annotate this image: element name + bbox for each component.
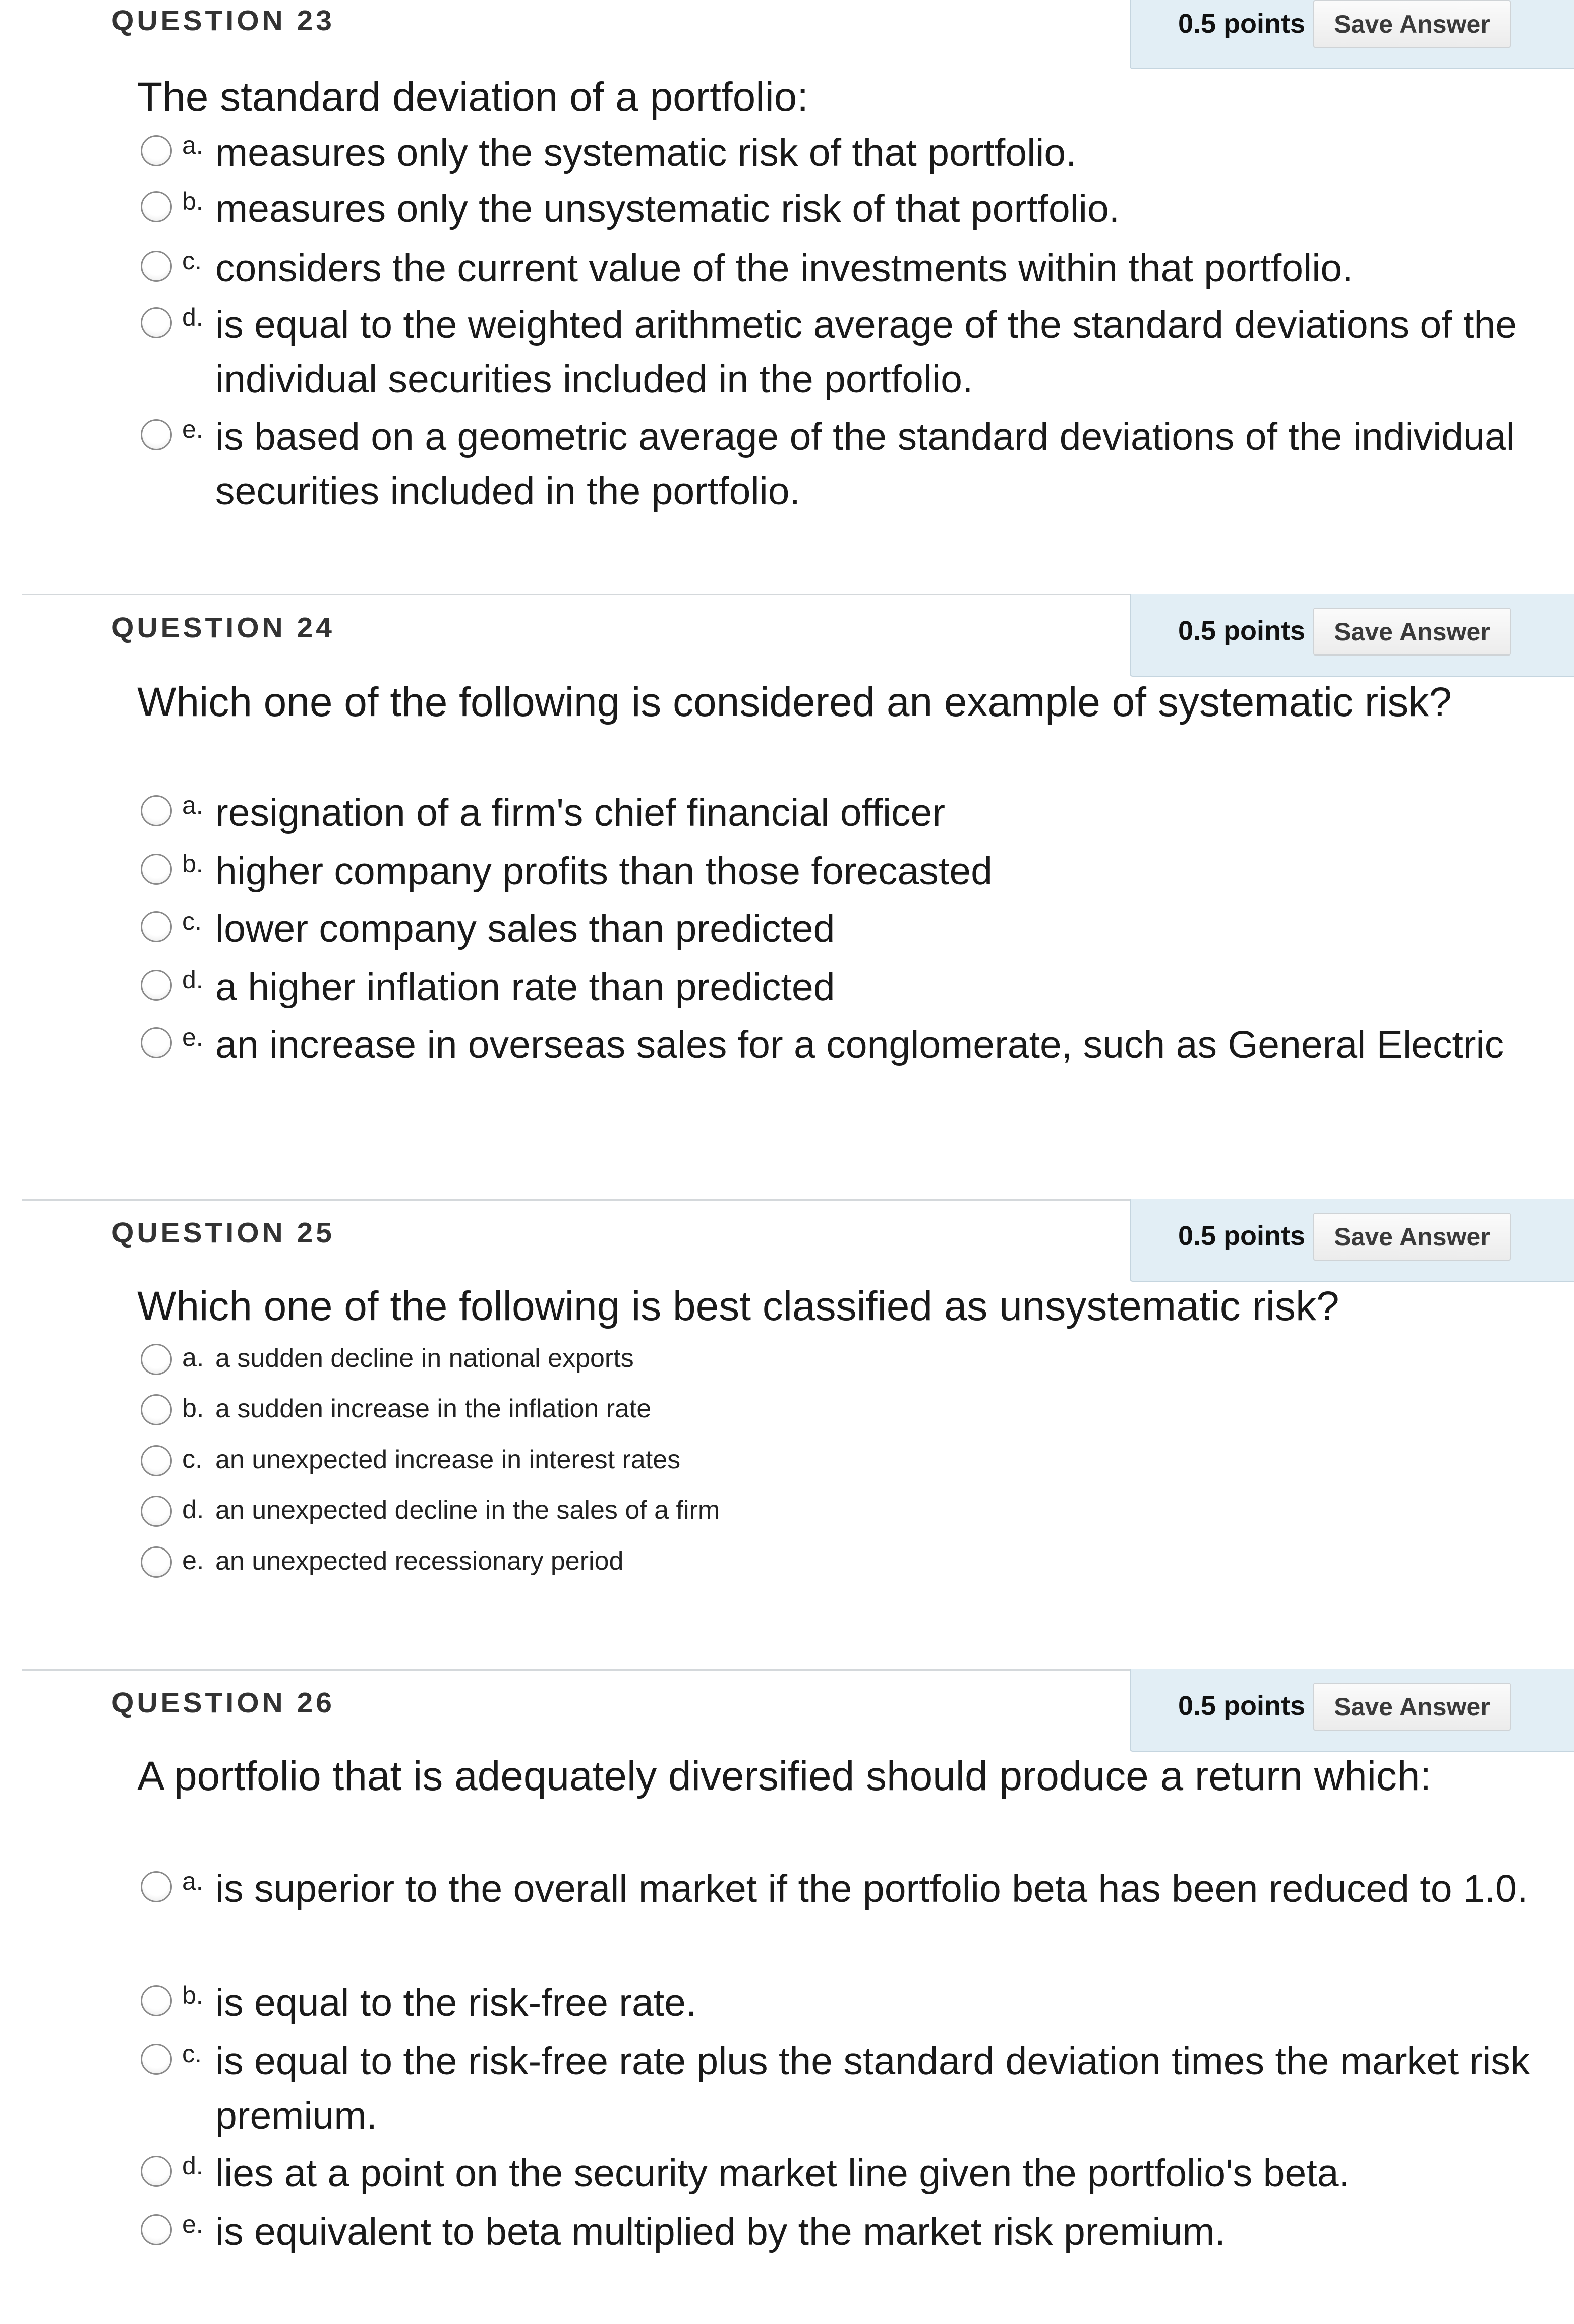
save-answer-button[interactable]: Save Answer: [1313, 1213, 1511, 1261]
option-letter: e.: [182, 1546, 204, 1575]
option-text: is equal to the risk-free rate.: [215, 1981, 697, 2024]
points-label: 0.5 points: [1178, 1691, 1306, 1721]
points-panel: [1130, 594, 1574, 677]
radio-button[interactable]: [141, 854, 172, 885]
option-letter: b.: [182, 1981, 203, 2009]
radio-button[interactable]: [141, 2156, 172, 2187]
save-answer-button[interactable]: Save Answer: [1313, 0, 1511, 48]
radio-button[interactable]: [141, 251, 172, 282]
option-text: an unexpected increase in interest rates: [215, 1445, 681, 1474]
radio-button[interactable]: [141, 307, 172, 338]
option-text: considers the current value of the investments within that portfolio.: [215, 247, 1353, 290]
option-letter: d.: [182, 2152, 203, 2180]
option-letter: e.: [182, 2210, 203, 2238]
points-panel: [1130, 1199, 1574, 1282]
radio-button[interactable]: [141, 795, 172, 826]
question-header: [22, 1212, 1574, 1288]
option-text: higher company profits than those forecasted: [215, 850, 993, 893]
question-text: A portfolio that is adequately diversified should produce a return which:: [137, 1753, 1432, 1799]
question-text: The standard deviation of a portfolio:: [137, 74, 809, 120]
option-letter: e.: [182, 415, 203, 443]
option-text: measures only the systematic risk of that portfolio.: [215, 131, 1077, 174]
option-letter: d.: [182, 303, 203, 331]
option-text: lower company sales than predicted: [215, 907, 835, 950]
option-letter: c.: [182, 907, 202, 935]
radio-button[interactable]: [141, 911, 172, 942]
option-text: lies at a point on the security market line given the portfolio's beta.: [215, 2152, 1350, 2195]
option-text: a sudden increase in the inflation rate: [215, 1394, 652, 1423]
option-letter: b.: [182, 187, 203, 215]
option-letter: b.: [182, 1394, 204, 1423]
radio-button[interactable]: [141, 1445, 172, 1476]
points-label: 0.5 points: [1178, 616, 1306, 646]
points-panel: [1130, 0, 1574, 69]
question-header: [22, 607, 1574, 683]
radio-button[interactable]: [141, 419, 172, 450]
option-text: measures only the unsystematic risk of that portfolio.: [215, 187, 1120, 230]
radio-button[interactable]: [141, 1344, 172, 1375]
option-text: an unexpected decline in the sales of a firm: [215, 1496, 720, 1525]
option-text: a sudden decline in national exports: [215, 1344, 634, 1373]
radio-button[interactable]: [141, 2044, 172, 2075]
option-letter: c.: [182, 247, 202, 275]
option-letter: a.: [182, 131, 203, 159]
option-letter: d.: [182, 966, 203, 994]
question-header: [22, 1682, 1574, 1758]
radio-button[interactable]: [141, 191, 172, 222]
option-text: is equal to the risk-free rate plus the standard deviation times the market risk premium.: [215, 2040, 1530, 2137]
save-answer-button[interactable]: Save Answer: [1313, 1683, 1511, 1731]
option-letter: a.: [182, 791, 203, 819]
option-text: a higher inflation rate than predicted: [215, 966, 835, 1009]
radio-button[interactable]: [141, 1985, 172, 2016]
option-letter: e.: [182, 1023, 203, 1051]
option-text: an unexpected recessionary period: [215, 1546, 624, 1576]
question-number: QUESTION 25: [111, 1217, 335, 1249]
option-text: is based on a geometric average of the standard deviations of the individual securities included in the portfolio.: [215, 415, 1515, 513]
question-header: [22, 0, 1574, 76]
option-letter: b.: [182, 850, 203, 878]
points-label: 0.5 points: [1178, 1221, 1306, 1251]
radio-button[interactable]: [141, 1027, 172, 1058]
option-text: is superior to the overall market if the portfolio beta has been reduced to 1.0.: [215, 1867, 1528, 1911]
option-letter: c.: [182, 1445, 203, 1474]
option-letter: a.: [182, 1867, 203, 1895]
option-text: is equivalent to beta multiplied by the market risk premium.: [215, 2210, 1226, 2253]
option-text: an increase in overseas sales for a conglomerate, such as General Electric: [215, 1023, 1504, 1066]
save-answer-button[interactable]: Save Answer: [1313, 608, 1511, 656]
radio-button[interactable]: [141, 1496, 172, 1527]
option-text: is equal to the weighted arithmetic average of the standard deviations of the individual securities included in the portfolio.: [215, 303, 1518, 401]
radio-button[interactable]: [141, 135, 172, 166]
option-letter: a.: [182, 1343, 204, 1373]
option-letter: c.: [182, 2040, 202, 2068]
question-text: Which one of the following is best classified as unsystematic risk?: [137, 1283, 1339, 1329]
points-panel: [1130, 1669, 1574, 1752]
question-number: QUESTION 23: [111, 5, 335, 37]
option-text: resignation of a firm's chief financial officer: [215, 791, 946, 835]
points-label: 0.5 points: [1178, 9, 1306, 39]
radio-button[interactable]: [141, 1394, 172, 1425]
question-number: QUESTION 24: [111, 612, 335, 644]
radio-button[interactable]: [141, 1871, 172, 1902]
option-letter: d.: [182, 1495, 204, 1524]
question-number: QUESTION 26: [111, 1687, 335, 1719]
radio-button[interactable]: [141, 2214, 172, 2245]
question-text: Which one of the following is considered an example of systematic risk?: [137, 679, 1452, 725]
radio-button[interactable]: [141, 1546, 172, 1578]
radio-button[interactable]: [141, 970, 172, 1001]
